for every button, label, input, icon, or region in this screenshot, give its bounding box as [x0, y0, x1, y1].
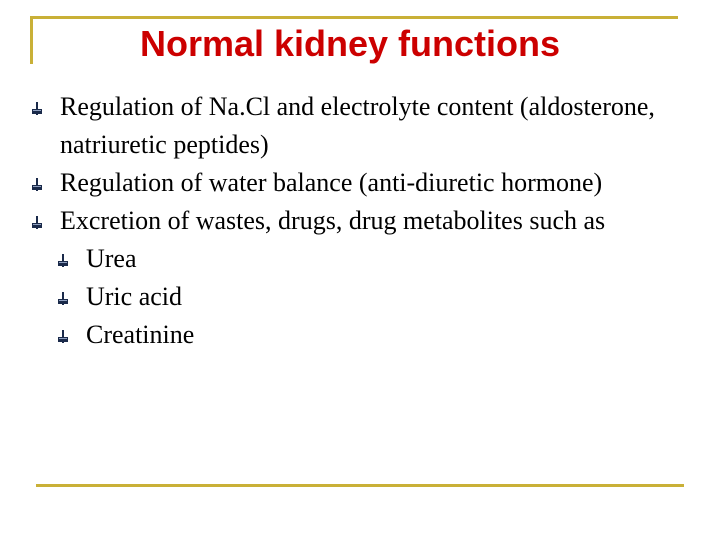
arrow-bullet-icon — [32, 178, 42, 191]
bullet-item — [30, 88, 670, 164]
slide-title: Normal kidney functions — [139, 23, 561, 64]
sub-bullet-item — [30, 278, 670, 316]
sub-bullet-text: Uric acid — [86, 282, 183, 311]
bullet-item — [30, 202, 670, 240]
frame-bottom-line — [36, 484, 684, 487]
sub-bullet-text: Urea — [86, 244, 137, 273]
frame-top-line — [30, 16, 678, 19]
sub-bullet-text: Creatinine — [86, 320, 195, 349]
sub-bullet-item — [30, 316, 670, 354]
arrow-bullet-icon — [32, 216, 42, 229]
arrow-bullet-icon — [58, 254, 68, 267]
bullet-text: Excretion of wastes, drugs, drug metabolites such as — [60, 206, 606, 235]
slide-body — [30, 88, 670, 354]
bullet-text: Regulation of Na.Cl and electrolyte content (aldosterone, natriuretic peptides) — [60, 92, 655, 159]
sub-bullet-item — [30, 240, 670, 278]
arrow-bullet-icon — [58, 292, 68, 305]
arrow-bullet-icon — [32, 102, 42, 115]
arrow-bullet-icon — [58, 330, 68, 343]
bullet-item — [30, 164, 670, 202]
bullet-text: Regulation of water balance (anti-diuretic hormone) — [60, 168, 603, 197]
